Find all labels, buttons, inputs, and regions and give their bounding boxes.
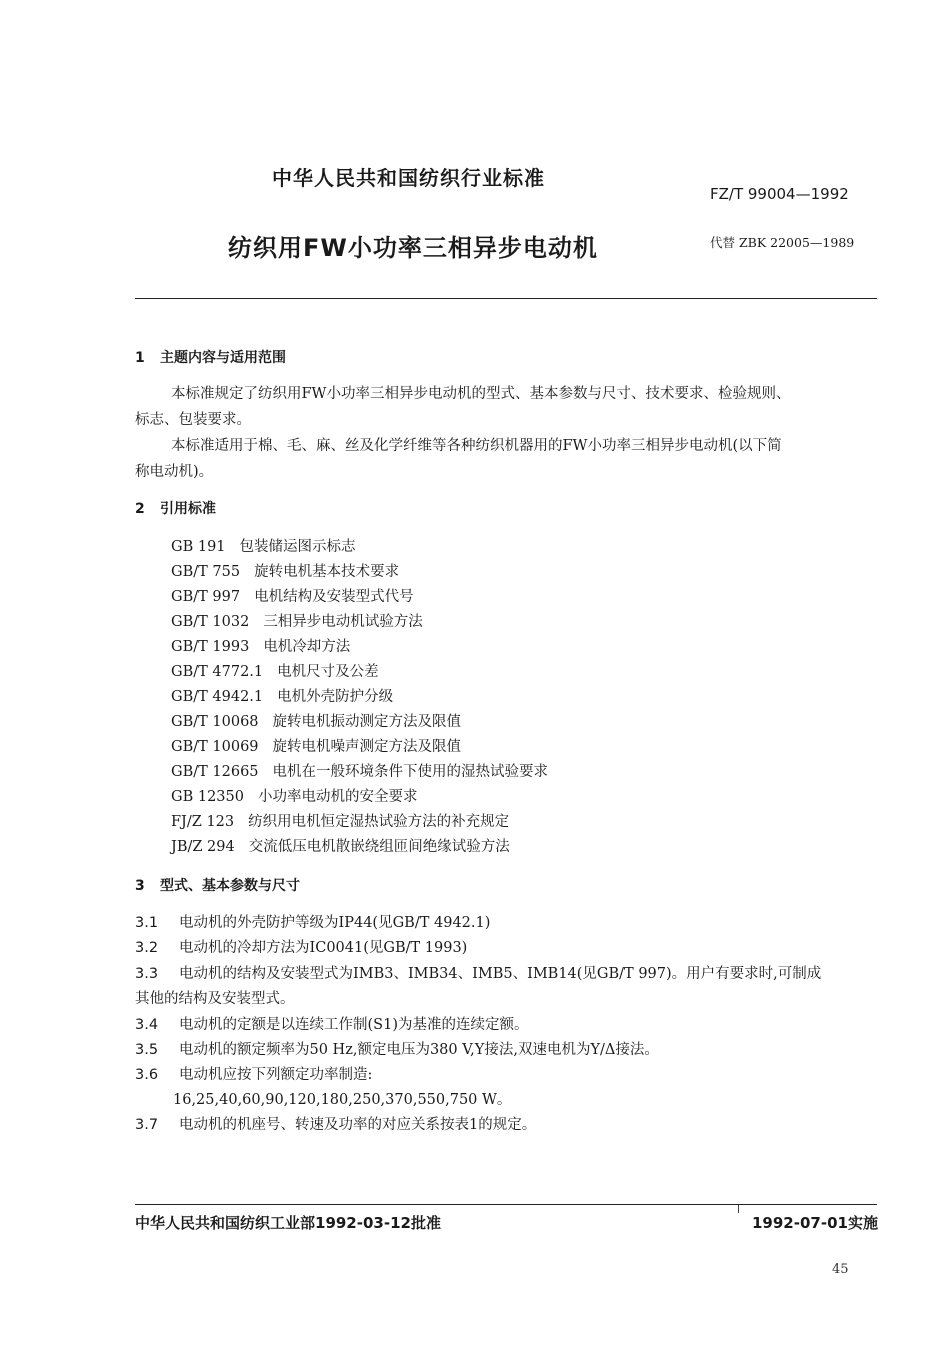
standard-number: FZ/T 99004—1992	[710, 185, 849, 203]
clause-3-5	[135, 1038, 659, 1059]
reference-title: 交流低压电机散嵌绕组匝间绝缘试验方法	[248, 839, 510, 855]
clause-number: 3.1	[135, 915, 159, 931]
reference-item	[171, 735, 461, 756]
reference-code: GB/T 10069	[171, 739, 259, 755]
reference-item	[171, 660, 379, 681]
reference-item	[171, 685, 393, 706]
reference-title: 旋转电机振动测定方法及限值	[272, 714, 462, 730]
paragraph-1-line-2: 标志、包装要求。	[135, 412, 251, 428]
document-title: 纺织用FW小功率三相异步电动机	[228, 234, 598, 262]
paragraph-1-line-1: 本标准规定了纺织用FW小功率三相异步电动机的型式、基本参数与尺寸、技术要求、检验规则、	[171, 386, 791, 402]
clause-text: 电动机应按下列额定功率制造:	[179, 1067, 373, 1083]
reference-code: GB/T 4942.1	[171, 689, 264, 705]
clause-text: 电动机的结构及安装型式为IMB3、IMB34、IMB5、IMB14(见GB/T 997)。用户有要求时,可制成	[179, 966, 822, 982]
reference-item	[171, 835, 510, 856]
reference-item	[171, 560, 399, 581]
reference-title: 电机冷却方法	[263, 639, 351, 655]
clause-text: 其他的结构及安装型式。	[135, 991, 295, 1007]
reference-title: 旋转电机噪声测定方法及限值	[272, 739, 462, 755]
reference-code: GB/T 755	[171, 564, 241, 580]
reference-item	[171, 535, 356, 556]
footer-divider-tick	[738, 1205, 739, 1213]
reference-code: GB/T 10068	[171, 714, 259, 730]
reference-title: 旋转电机基本技术要求	[254, 564, 400, 580]
reference-title: 电机结构及安装型式代号	[254, 589, 414, 605]
reference-title: 包装储运图示标志	[239, 539, 356, 555]
footer-divider	[135, 1204, 877, 1205]
reference-item	[171, 585, 414, 606]
replaces-standard: 代替 ZBK 22005—1989	[710, 235, 855, 250]
clause-number: 3.6	[135, 1067, 159, 1083]
section-3-title: 型式、基本参数与尺寸	[160, 878, 300, 894]
section-2-title: 引用标准	[160, 501, 216, 517]
clause-number: 3.3	[135, 966, 159, 982]
clause-3-7	[135, 1113, 536, 1134]
clause-3-2	[135, 936, 467, 957]
section-3-heading	[135, 875, 300, 895]
reference-title: 电机尺寸及公差	[277, 664, 379, 680]
reference-code: GB/T 12665	[171, 764, 259, 780]
reference-title: 小功率电动机的安全要求	[257, 789, 418, 805]
paragraph-2-line-1: 本标准适用于棉、毛、麻、丝及化学纤维等各种纺织机器用的FW小功率三相异步电动机(以下简	[171, 438, 782, 454]
reference-code: JB/Z 294	[171, 839, 235, 855]
approval-line: 中华人民共和国纺织工业部1992-03-12批准	[135, 1214, 441, 1232]
reference-code: GB/T 1032	[171, 614, 250, 630]
clause-text: 16,25,40,60,90,120,180,250,370,550,750 W。	[173, 1092, 512, 1108]
clause-text: 电动机的机座号、转速及功率的对应关系按表1的规定。	[179, 1117, 537, 1133]
effective-date: 1992-07-01实施	[752, 1214, 878, 1232]
page-number: 45	[832, 1262, 849, 1277]
reference-code: GB 191	[171, 539, 226, 555]
clause-number: 3.7	[135, 1117, 159, 1133]
reference-code: GB/T 4772.1	[171, 664, 264, 680]
clause-3-1	[135, 911, 490, 932]
section-2-heading	[135, 498, 216, 518]
reference-item	[171, 610, 423, 631]
clause-text: 电动机的额定频率为50 Hz,额定电压为380 V,Y接法,双速电机为Y/Δ接法。	[179, 1042, 659, 1058]
paragraph-2-line-2: 称电动机)。	[135, 464, 214, 480]
reference-item	[171, 785, 417, 806]
section-1-heading	[135, 347, 286, 367]
clause-3-4	[135, 1013, 528, 1034]
reference-code: FJ/Z 123	[171, 814, 235, 830]
clause-text: 电动机的外壳防护等级为IP44(见GB/T 4942.1)	[179, 915, 491, 931]
header-divider	[135, 298, 877, 299]
section-3-number: 3	[135, 878, 145, 894]
power-ratings-list	[173, 1088, 511, 1109]
clause-3-3-continued	[135, 987, 295, 1008]
clause-number: 3.2	[135, 940, 159, 956]
reference-item	[171, 635, 350, 656]
section-1-number: 1	[135, 350, 145, 366]
clause-text: 电动机的定额是以连续工作制(S1)为基准的连续定额。	[179, 1017, 529, 1033]
section-2-number: 2	[135, 501, 145, 517]
section-1-title: 主题内容与适用范围	[160, 350, 286, 366]
reference-title: 电机外壳防护分级	[277, 689, 394, 705]
clause-3-6	[135, 1063, 372, 1084]
clause-number: 3.4	[135, 1017, 159, 1033]
reference-item	[171, 760, 548, 781]
reference-title: 纺织用电机恒定湿热试验方法的补充规定	[248, 814, 510, 830]
clause-text: 电动机的冷却方法为IC0041(见GB/T 1993)	[179, 940, 468, 956]
organization-title: 中华人民共和国纺织行业标准	[272, 166, 545, 190]
reference-code: GB 12350	[171, 789, 244, 805]
reference-title: 三相异步电动机试验方法	[263, 614, 423, 630]
clause-3-3	[135, 962, 821, 983]
reference-title: 电机在一般环境条件下使用的湿热试验要求	[272, 764, 549, 780]
reference-code: GB/T 997	[171, 589, 241, 605]
reference-item	[171, 710, 461, 731]
reference-item	[171, 810, 509, 831]
clause-number: 3.5	[135, 1042, 159, 1058]
reference-code: GB/T 1993	[171, 639, 250, 655]
